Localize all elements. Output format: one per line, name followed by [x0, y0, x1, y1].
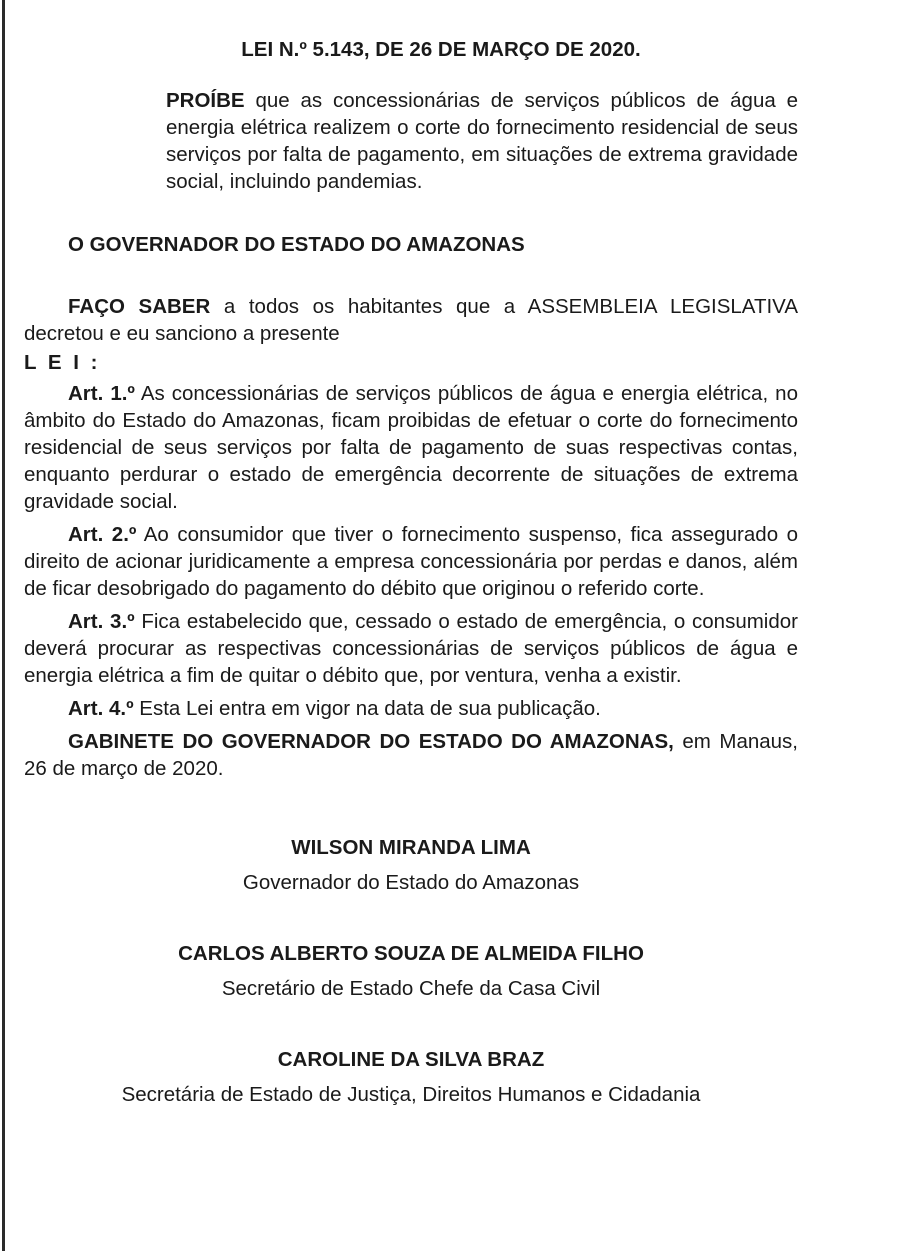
preamble-lead: FAÇO SABER — [68, 295, 211, 318]
article-1 — [24, 380, 798, 515]
summary-text: que as concessionárias de serviços públicos de água e energia elétrica realizem o corte do fornecimento residencial de seus serviços por falta de pagamento, em situações de extrema gravidade social, incluindo pandemias. — [166, 89, 798, 193]
article-label: Art. 3.º — [68, 610, 135, 633]
closing-statement — [24, 728, 798, 782]
signature-casa-civil — [24, 940, 798, 1002]
signatory-name: WILSON MIRANDA LIMA — [291, 836, 531, 859]
article-text: As concessionárias de serviços públicos de água e energia elétrica, no âmbito do Estado do Amazonas, ficam proibidas de efetuar o corte do fornecimento residencial de seus serviços por falta de pagamento de suas respectivas contas, enquanto perdurar o estado de emergência decorrente de situações de extrema gravidade social. — [24, 382, 798, 513]
preamble-text: a todos os habitantes que a ASSEMBLEIA LEGISLATIVA decretou e eu sanciono a presente — [24, 295, 798, 345]
signature-justica — [24, 1046, 798, 1108]
page-left-border — [2, 0, 5, 1251]
signatory-role: Governador do Estado do Amazonas — [242, 871, 580, 894]
article-text: Ao consumidor que tiver o fornecimento suspenso, fica assegurado o direito de acionar juridicamente a empresa concessionária por perdas e danos, além de ficar desobrigado do pagamento do débito que originou o referido corte. — [24, 523, 798, 600]
article-label: Art. 4.º — [68, 697, 134, 720]
article-text: Esta Lei entra em vigor na data de sua publicação. — [133, 697, 601, 720]
signatory-role: Secretário de Estado Chefe da Casa Civil — [221, 977, 601, 1000]
closing-lead: GABINETE DO GOVERNADOR DO ESTADO DO AMAZONAS, — [68, 730, 674, 753]
signature-governor — [24, 834, 798, 896]
article-2 — [24, 521, 798, 602]
preamble — [24, 293, 798, 347]
lei-label: L E I : — [24, 351, 101, 374]
closing-text: em Manaus, 26 de março de 2020. — [24, 730, 799, 780]
signatory-name: CARLOS ALBERTO SOUZA DE ALMEIDA FILHO — [178, 942, 644, 965]
article-4 — [24, 695, 798, 722]
signatory-name: CAROLINE DA SILVA BRAZ — [277, 1048, 545, 1071]
signatory-role: Secretária de Estado de Justiça, Direitos Humanos e Cidadania — [121, 1083, 701, 1106]
law-title: LEI N.º 5.143, DE 26 DE MARÇO DE 2020. — [241, 38, 641, 61]
article-text: Fica estabelecido que, cessado o estado de emergência, o consumidor deverá procurar as respectivas concessionárias de serviços públicos de água e energia elétrica a fim de quitar o débito que, por ventura, venha a existir. — [24, 610, 798, 687]
article-3 — [24, 608, 798, 689]
article-label: Art. 1.º — [68, 382, 135, 405]
law-summary — [166, 87, 798, 195]
summary-lead: PROÍBE — [166, 89, 245, 112]
law-document — [24, 36, 798, 1108]
article-label: Art. 2.º — [68, 523, 137, 546]
governor-heading: O GOVERNADOR DO ESTADO DO AMAZONAS — [68, 233, 525, 256]
